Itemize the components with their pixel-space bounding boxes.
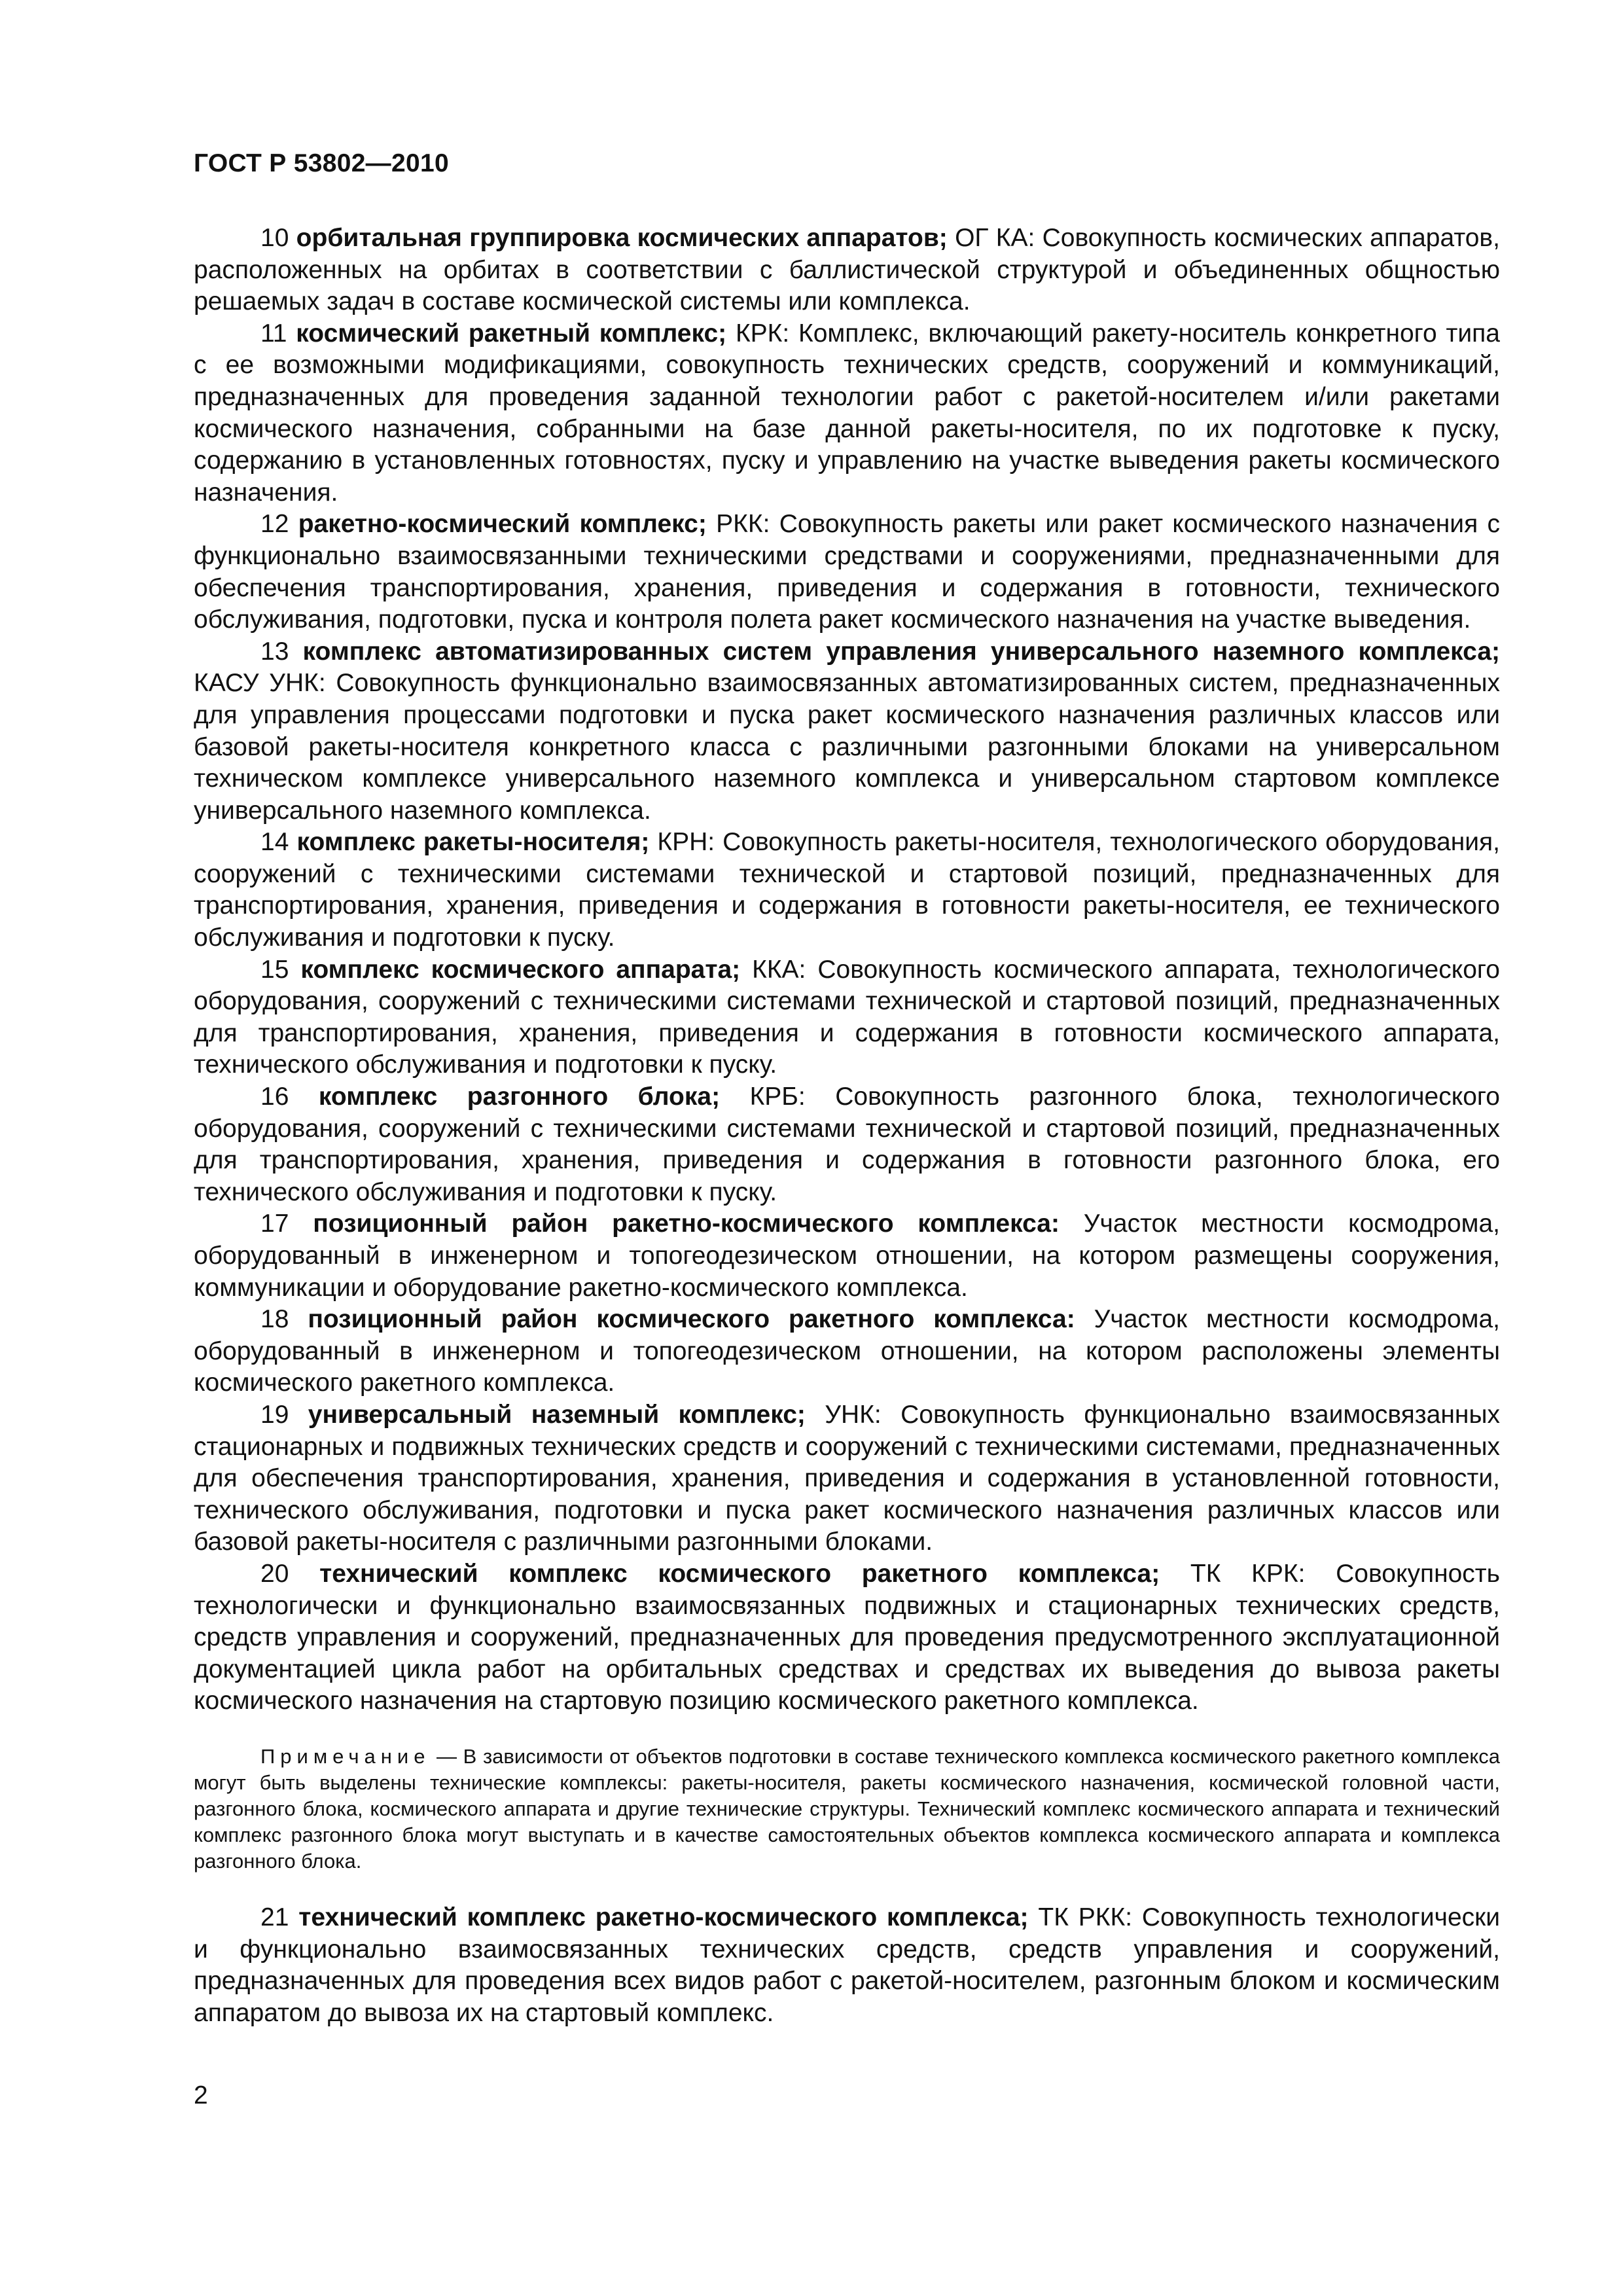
term-number: 14 xyxy=(260,828,289,857)
term-number: 13 xyxy=(260,637,289,666)
term-title: технический комплекс космического ракетного комплекса; xyxy=(319,1559,1160,1588)
term-entry-15 xyxy=(194,954,1500,1081)
term-definition: ТК РКК: Совокупность технологически и функционально взаимосвязанных технических средств, средств управления и сооружений, предназначенных для проведения всех видов работ с ракетой-носителем, разгонным блоком и космическим аппаратом до вывоза их на стартовый комплекс. xyxy=(194,1903,1500,2027)
term-number: 16 xyxy=(260,1083,289,1111)
term-title: космический ракетный комплекс; xyxy=(296,319,727,348)
term-definition: Участок местности космодрома, оборудованный в инженерном и топогеодезическом отношении, на котором размещены сооружения, коммуникации и оборудование ракетно-космического комплекса. xyxy=(194,1210,1500,1302)
term-title: комплекс разгонного блока; xyxy=(318,1083,721,1111)
term-entry-16 xyxy=(194,1081,1500,1208)
term-entry-10 xyxy=(194,223,1500,318)
term-entry-19 xyxy=(194,1399,1500,1558)
term-entry-13 xyxy=(194,636,1500,827)
term-definition: УНК: Совокупность функционально взаимосвязанных стационарных и подвижных технических средств и сооружений с техническими системами, предназначенных для обеспечения транспортирования, хранения, приведения и содержания в установленной готовности, технического обслуживания, подготовки и пуска ракет космического назначения различных классов или базовой ракеты-носителя с различными разгонными блоками. xyxy=(194,1400,1500,1556)
term-number: 21 xyxy=(260,1903,289,1931)
note-block xyxy=(194,1744,1500,1874)
term-title: ракетно-космический комплекс; xyxy=(298,510,707,539)
term-title: технический комплекс ракетно-космического комплекса; xyxy=(298,1903,1029,1931)
page-number: 2 xyxy=(194,2081,208,2109)
term-entry-20 xyxy=(194,1558,1500,1717)
term-definition: ККА: Совокупность космического аппарата, технологического оборудования, сооружений с техническими системами технической и стартовой позиций, предназначенных для транспортирования, хранения, приведения и содержания в готовности космического аппарата, технического обслуживания и подготовки к пуску. xyxy=(194,955,1500,1079)
term-number: 17 xyxy=(260,1210,289,1238)
term-entry-18 xyxy=(194,1304,1500,1399)
term-entry-17 xyxy=(194,1208,1500,1304)
term-definition: КРБ: Совокупность разгонного блока, технологического оборудования, сооружений с техническими системами технической и стартовой позиций, предназначенных для транспортирования, хранения, приведения и содержания в готовности разгонного блока, его технического обслуживания и подготовки к пуску. xyxy=(194,1083,1500,1206)
term-number: 18 xyxy=(260,1305,289,1334)
note-text: В зависимости от объектов подготовки в составе технического комплекса космического ракетного комплекса могут быть выделены технические комплексы: ракеты-носителя, ракеты космического назначения, космической головной части, разгонного блока, космического аппарата и другие технические структуры. Технический комплекс космического аппарата и технический комплекс разгонного блока могут выступать и в качестве самостоятельных объектов комплекса космического аппарата и комплекса разгонного блока. xyxy=(194,1744,1501,1873)
term-definition: КРК: Комплекс, включающий ракету-носитель конкретного типа с ее возможными модификациями, совокупность технических средств, сооружений и коммуникаций, предназначенных для проведения заданной технологии работ с ракетой-носителем и/или ракетами космического назначения, собранными на базе данной ракеты-носителя, по их подготовке к пуску, содержанию в установленных готовностях, пуску и управлению на участке выведения ракеты космического назначения. xyxy=(194,319,1500,507)
term-definition: РКК: Совокупность ракеты или ракет космического назначения с функционально взаимосвязанными техническими средствами и сооружениями, предназначенными для обеспечения транспортирования, хранения, приведения и содержания в готовности, технического обслуживания, подготовки, пуска и контроля полета ракет космического назначения на участке выведения. xyxy=(194,510,1500,634)
term-number: 20 xyxy=(260,1559,289,1588)
term-entry-11 xyxy=(194,318,1500,509)
term-definition: КРН: Совокупность ракеты-носителя, технологического оборудования, сооружений с техническими системами технической и стартовой позиций, предназначенных для транспортирования, хранения, приведения и содержания в готовности ракеты-носителя, ее технического обслуживания и подготовки к пуску. xyxy=(194,828,1501,952)
term-definition: ОГ КА: Совокупность космических аппаратов, расположенных на орбитах в соответствии с баллистической структурой и объединенных общностью решаемых задач в составе космической системы или комплекса. xyxy=(194,224,1500,316)
term-title: комплекс космического аппарата; xyxy=(300,955,741,984)
note-dash: — xyxy=(430,1744,463,1768)
term-title: комплекс ракеты-носителя; xyxy=(296,828,650,857)
term-title: позиционный район космического ракетного комплекса: xyxy=(308,1305,1075,1334)
term-number: 19 xyxy=(260,1400,289,1429)
standard-header: ГОСТ Р 53802—2010 xyxy=(194,149,449,177)
term-definition: Участок местности космодрома, оборудованный в инженерном и топогеодезическом отношении, на котором расположены элементы космического ракетного комплекса. xyxy=(194,1305,1500,1397)
term-entry-14 xyxy=(194,827,1500,954)
term-entry-12 xyxy=(194,509,1500,636)
term-title: комплекс автоматизированных систем управления универсального наземного комплекса; xyxy=(302,637,1500,666)
term-number: 11 xyxy=(260,319,287,348)
term-entry-21 xyxy=(194,1902,1500,2029)
term-title: универсальный наземный комплекс; xyxy=(308,1400,806,1429)
term-number: 12 xyxy=(260,510,289,539)
term-definition: ТК КРК: Совокупность технологически и функционально взаимосвязанных подвижных и стационарных технических средств, средств управления и сооружений, предназначенных для проведения предусмотренного эксплуатационной документацией цикла работ на орбитальных средствах и средствах их выведения до вывоза ракеты космического назначения на стартовую позицию космического ракетного комплекса. xyxy=(194,1559,1500,1715)
term-number: 15 xyxy=(260,955,289,984)
terms-body xyxy=(194,223,1500,2029)
note-label: Примечание xyxy=(260,1744,431,1768)
term-title: позиционный район ракетно-космического комплекса: xyxy=(313,1210,1060,1238)
term-title: орбитальная группировка космических аппаратов; xyxy=(296,224,948,252)
term-definition: КАСУ УНК: Совокупность функционально взаимосвязанных автоматизированных систем, предназначенных для управления процессами подготовки и пуска ракет космического назначения различных классов или базовой ракеты-носителя конкретного класса с различными разгонными блоками на универсальном техническом комплексе универсального наземного комплекса и универсальном стартовом комплексе универсального наземного комплекса. xyxy=(194,669,1500,825)
term-number: 10 xyxy=(260,224,289,252)
